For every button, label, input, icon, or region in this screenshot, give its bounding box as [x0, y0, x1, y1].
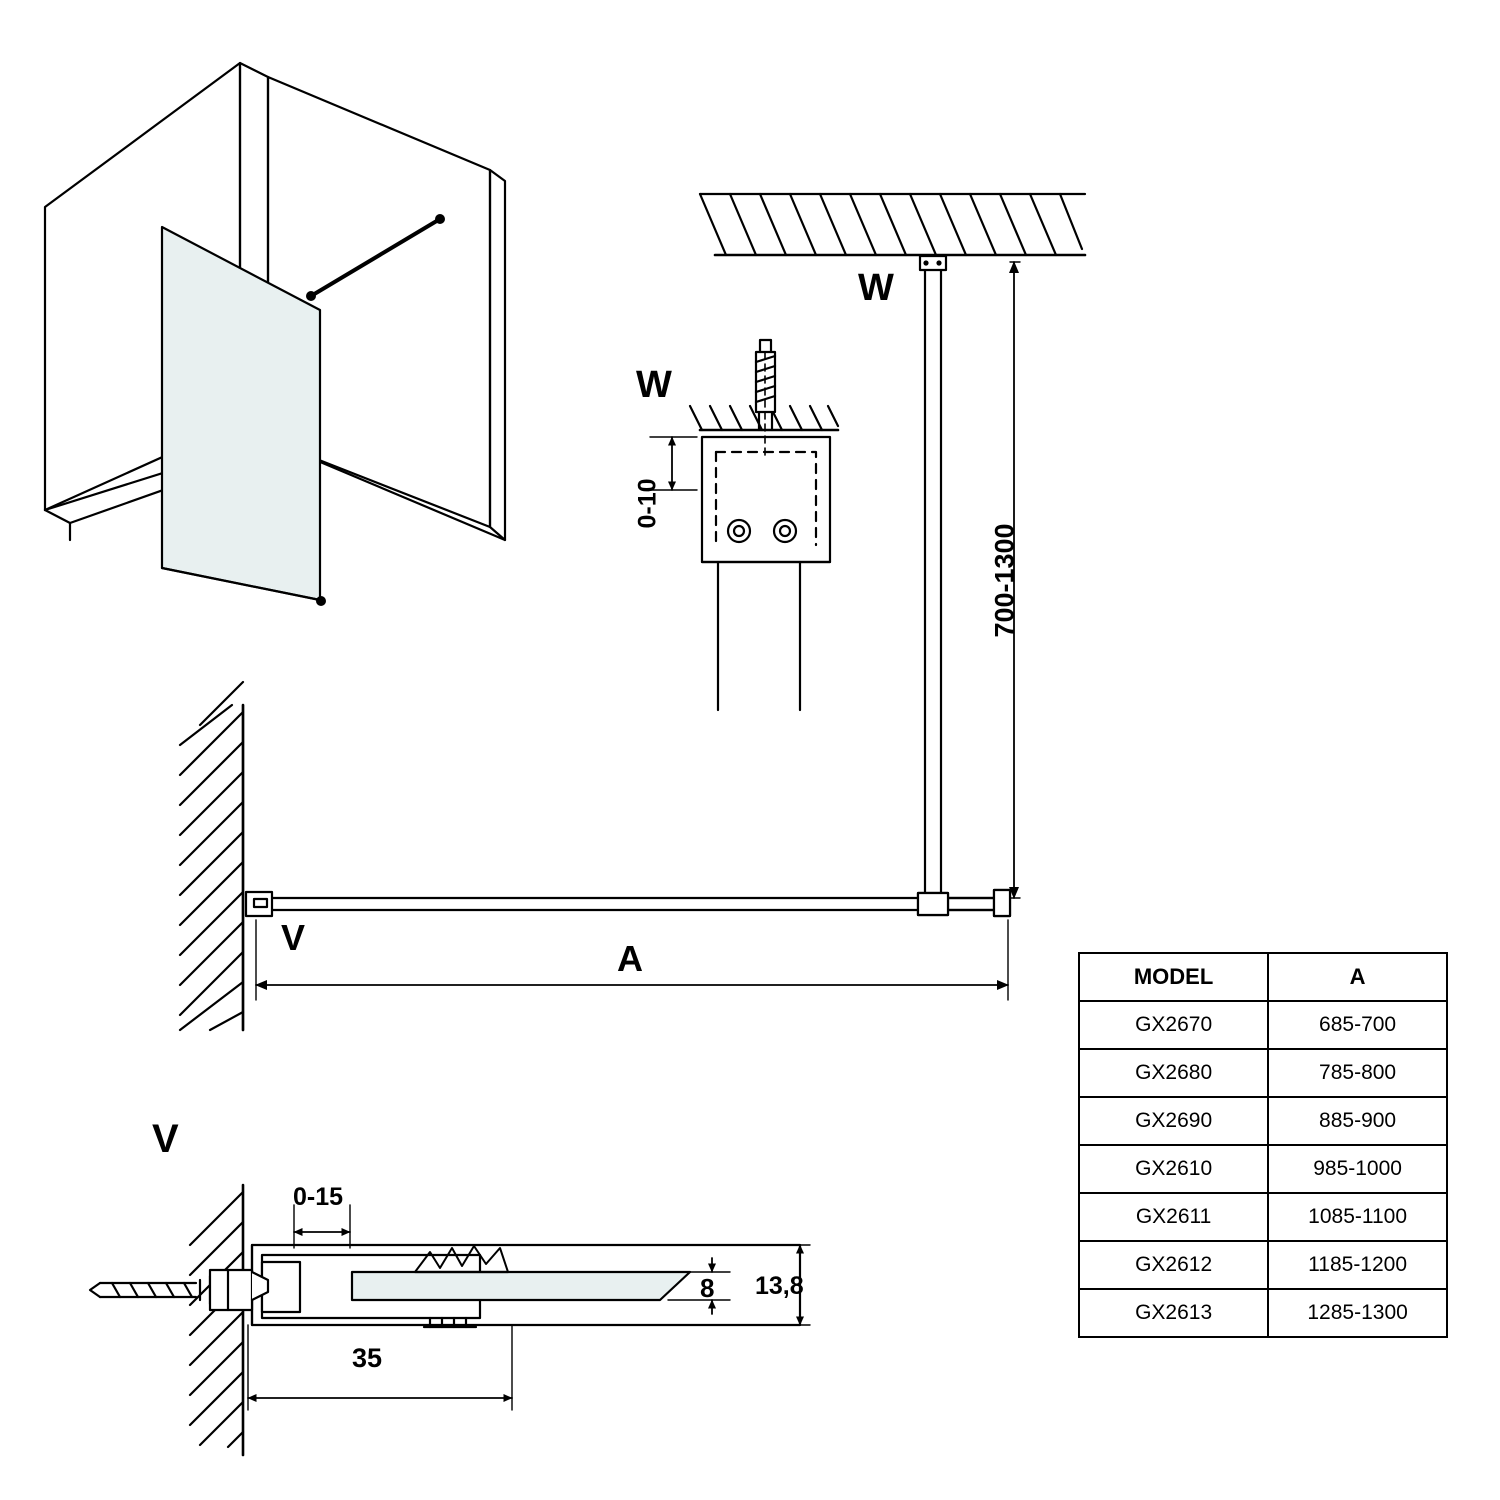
dimension-profile-width: 35	[352, 1343, 383, 1373]
detail-w-bracket	[650, 340, 838, 710]
model-table	[1078, 952, 1448, 1338]
table-header-model: MODEL	[1079, 953, 1268, 1001]
table-row	[1079, 1145, 1447, 1193]
table-cell-model: GX2613	[1079, 1289, 1268, 1337]
table-row	[1079, 1001, 1447, 1049]
label-v-plan: V	[281, 917, 306, 958]
table-row	[1079, 1049, 1447, 1097]
table-cell-a: 785-800	[1268, 1049, 1447, 1097]
detail-v-profile	[90, 1185, 810, 1455]
table-cell-a: 1285-1300	[1268, 1289, 1447, 1337]
table-cell-a: 1185-1200	[1268, 1241, 1447, 1289]
table-cell-model: GX2612	[1079, 1241, 1268, 1289]
table-cell-model: GX2670	[1079, 1001, 1268, 1049]
table-cell-model: GX2611	[1079, 1193, 1268, 1241]
dimension-glass-thickness: 8	[700, 1273, 715, 1303]
table-row	[1079, 1193, 1447, 1241]
table-row	[1079, 1241, 1447, 1289]
dimension-profile-adjust: 0-15	[293, 1183, 344, 1211]
table-cell-a: 685-700	[1268, 1001, 1447, 1049]
table-cell-model: GX2690	[1079, 1097, 1268, 1145]
isometric-view	[45, 63, 505, 606]
table-row	[1079, 1097, 1447, 1145]
label-v-detail: V	[152, 1117, 179, 1161]
dimension-bracket-gap: 0-10	[633, 478, 662, 529]
plan-view	[180, 682, 1010, 1030]
table-row	[1079, 1289, 1447, 1337]
table-header-row	[1079, 953, 1447, 1001]
dimension-width-a: A	[617, 938, 643, 979]
table-cell-a: 985-1000	[1268, 1145, 1447, 1193]
label-w-elevation: W	[858, 267, 894, 309]
table-cell-model: GX2610	[1079, 1145, 1268, 1193]
table-header-a: A	[1268, 953, 1447, 1001]
dimension-height-range: 700-1300	[989, 523, 1020, 638]
table-cell-a: 1085-1100	[1268, 1193, 1447, 1241]
table-cell-a: 885-900	[1268, 1097, 1447, 1145]
label-w-detail: W	[636, 364, 672, 406]
dimension-profile-depth: 13,8	[755, 1272, 804, 1300]
table-cell-model: GX2680	[1079, 1049, 1268, 1097]
